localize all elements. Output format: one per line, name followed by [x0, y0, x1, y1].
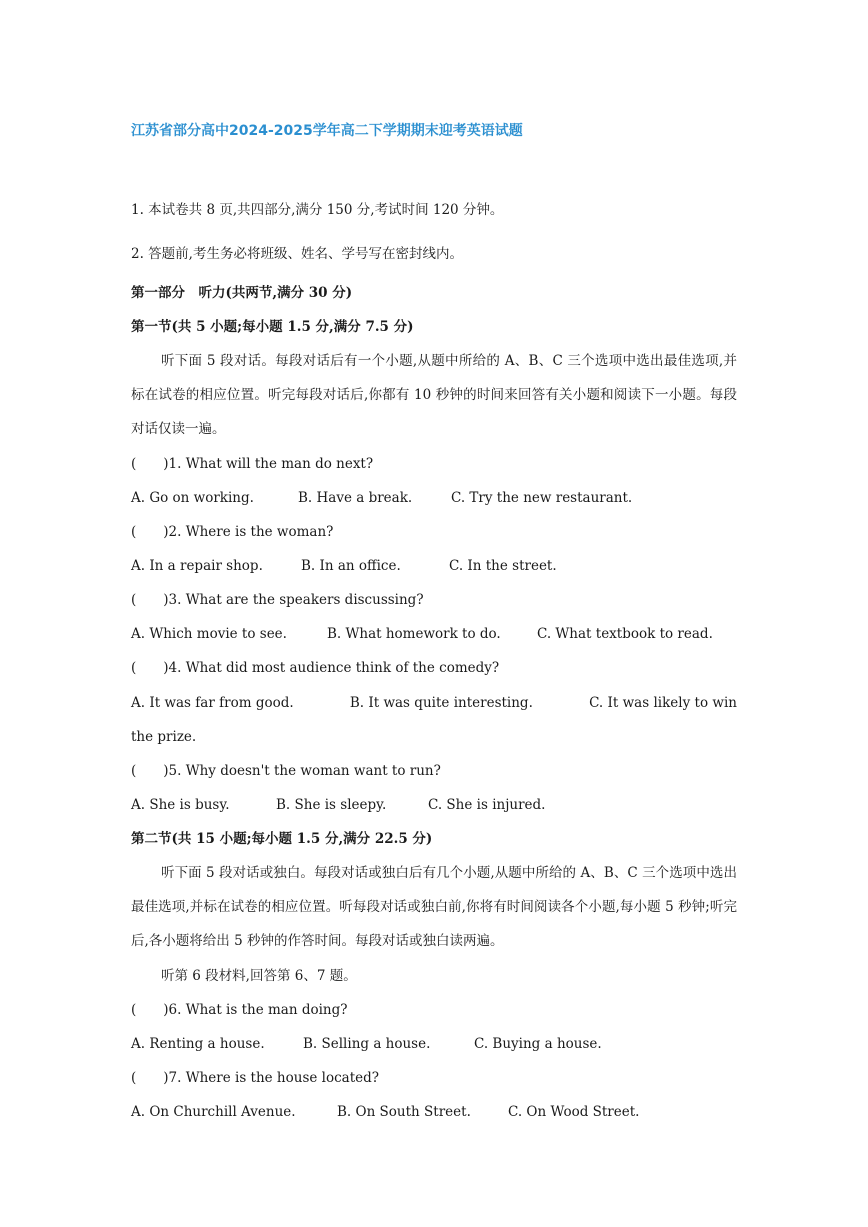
note-1: 1. 本试卷共 8 页,共四部分,满分 150 分,考试时间 120 分钟。: [131, 202, 504, 218]
option-a[interactable]: A. On Churchill Avenue.: [131, 1104, 296, 1120]
note-2: 2. 答题前,考生务必将班级、姓名、学号写在密封线内。: [131, 246, 463, 262]
option-c[interactable]: C. On Wood Street.: [508, 1104, 640, 1120]
section2-heading: 第二节(共 15 小题;每小题 1.5 分,满分 22.5 分): [131, 831, 433, 847]
option-b[interactable]: B. Have a break.: [298, 490, 413, 506]
option-a[interactable]: A. In a repair shop.: [131, 558, 263, 574]
section1-instructions: 听下面 5 段对话。每段对话后有一个小题,从题中所给的 A、B、C 三个选项中选出最佳选项,并标在试卷的相应位置。听完每段对话后,你都有 10 秒钟的时间来回答有关小题和阅读下一小题。每段对话仅读一遍。: [131, 353, 737, 437]
option-a[interactable]: A. Which movie to see.: [131, 626, 287, 642]
part1-heading: 第一部分 听力(共两节,满分 30 分): [131, 285, 353, 301]
question-2-stem: ( )2. Where is the woman?: [131, 524, 334, 540]
question-4-stem: ( )4. What did most audience think of the comedy?: [131, 660, 500, 676]
option-a[interactable]: A. She is busy.: [131, 797, 230, 813]
option-b[interactable]: B. It was quite interesting.: [349, 695, 533, 711]
option-b[interactable]: B. In an office.: [301, 558, 401, 574]
option-c[interactable]: C. She is injured.: [428, 797, 546, 813]
question-1-stem: ( )1. What will the man do next?: [131, 456, 374, 472]
question-7-options: [131, 1103, 639, 1121]
question-6-stem: ( )6. What is the man doing?: [131, 1002, 348, 1018]
question-5-options: [131, 796, 545, 814]
option-c[interactable]: C. What textbook to read.: [537, 626, 713, 642]
option-a[interactable]: A. It was far from good.: [131, 695, 294, 711]
question-7-stem: ( )7. Where is the house located?: [131, 1070, 380, 1086]
question-2-options: [131, 557, 557, 575]
option-b[interactable]: B. Selling a house.: [303, 1036, 431, 1052]
material-6-note: 听第 6 段材料,回答第 6、7 题。: [161, 968, 357, 984]
section2-instructions: 听下面 5 段对话或独白。每段对话或独白后有几个小题,从题中所给的 A、B、C 三个选项中选出最佳选项,并标在试卷的相应位置。听每段对话或独白前,你将有时间阅读各个小题,每小题 5 秒钟;听完后,各小题将给出 5 秒钟的作答时间。每段对话或独白读两遍。: [131, 865, 737, 949]
option-b[interactable]: B. What homework to do.: [327, 626, 501, 642]
option-c[interactable]: C. In the street.: [449, 558, 557, 574]
question-6-options: [131, 1035, 602, 1053]
question-5-stem: ( )5. Why doesn't the woman want to run?: [131, 763, 441, 779]
option-a[interactable]: A. Renting a house.: [131, 1036, 265, 1052]
option-c[interactable]: C. Try the new restaurant.: [451, 490, 633, 506]
option-b[interactable]: B. She is sleepy.: [276, 797, 387, 813]
question-1-options: [131, 489, 632, 507]
option-c[interactable]: C. Buying a house.: [474, 1036, 602, 1052]
question-3-stem: ( )3. What are the speakers discussing?: [131, 592, 424, 608]
question-4-options: [131, 686, 737, 754]
option-b[interactable]: B. On South Street.: [337, 1104, 471, 1120]
option-a[interactable]: A. Go on working.: [131, 490, 254, 506]
option-c[interactable]: C. It was likely to win the prize.: [131, 695, 737, 745]
section1-heading: 第一节(共 5 小题;每小题 1.5 分,满分 7.5 分): [131, 319, 414, 335]
question-3-options: [131, 625, 713, 643]
exam-title: 江苏省部分高中2024-2025学年高二下学期期末迎考英语试题: [131, 123, 523, 139]
